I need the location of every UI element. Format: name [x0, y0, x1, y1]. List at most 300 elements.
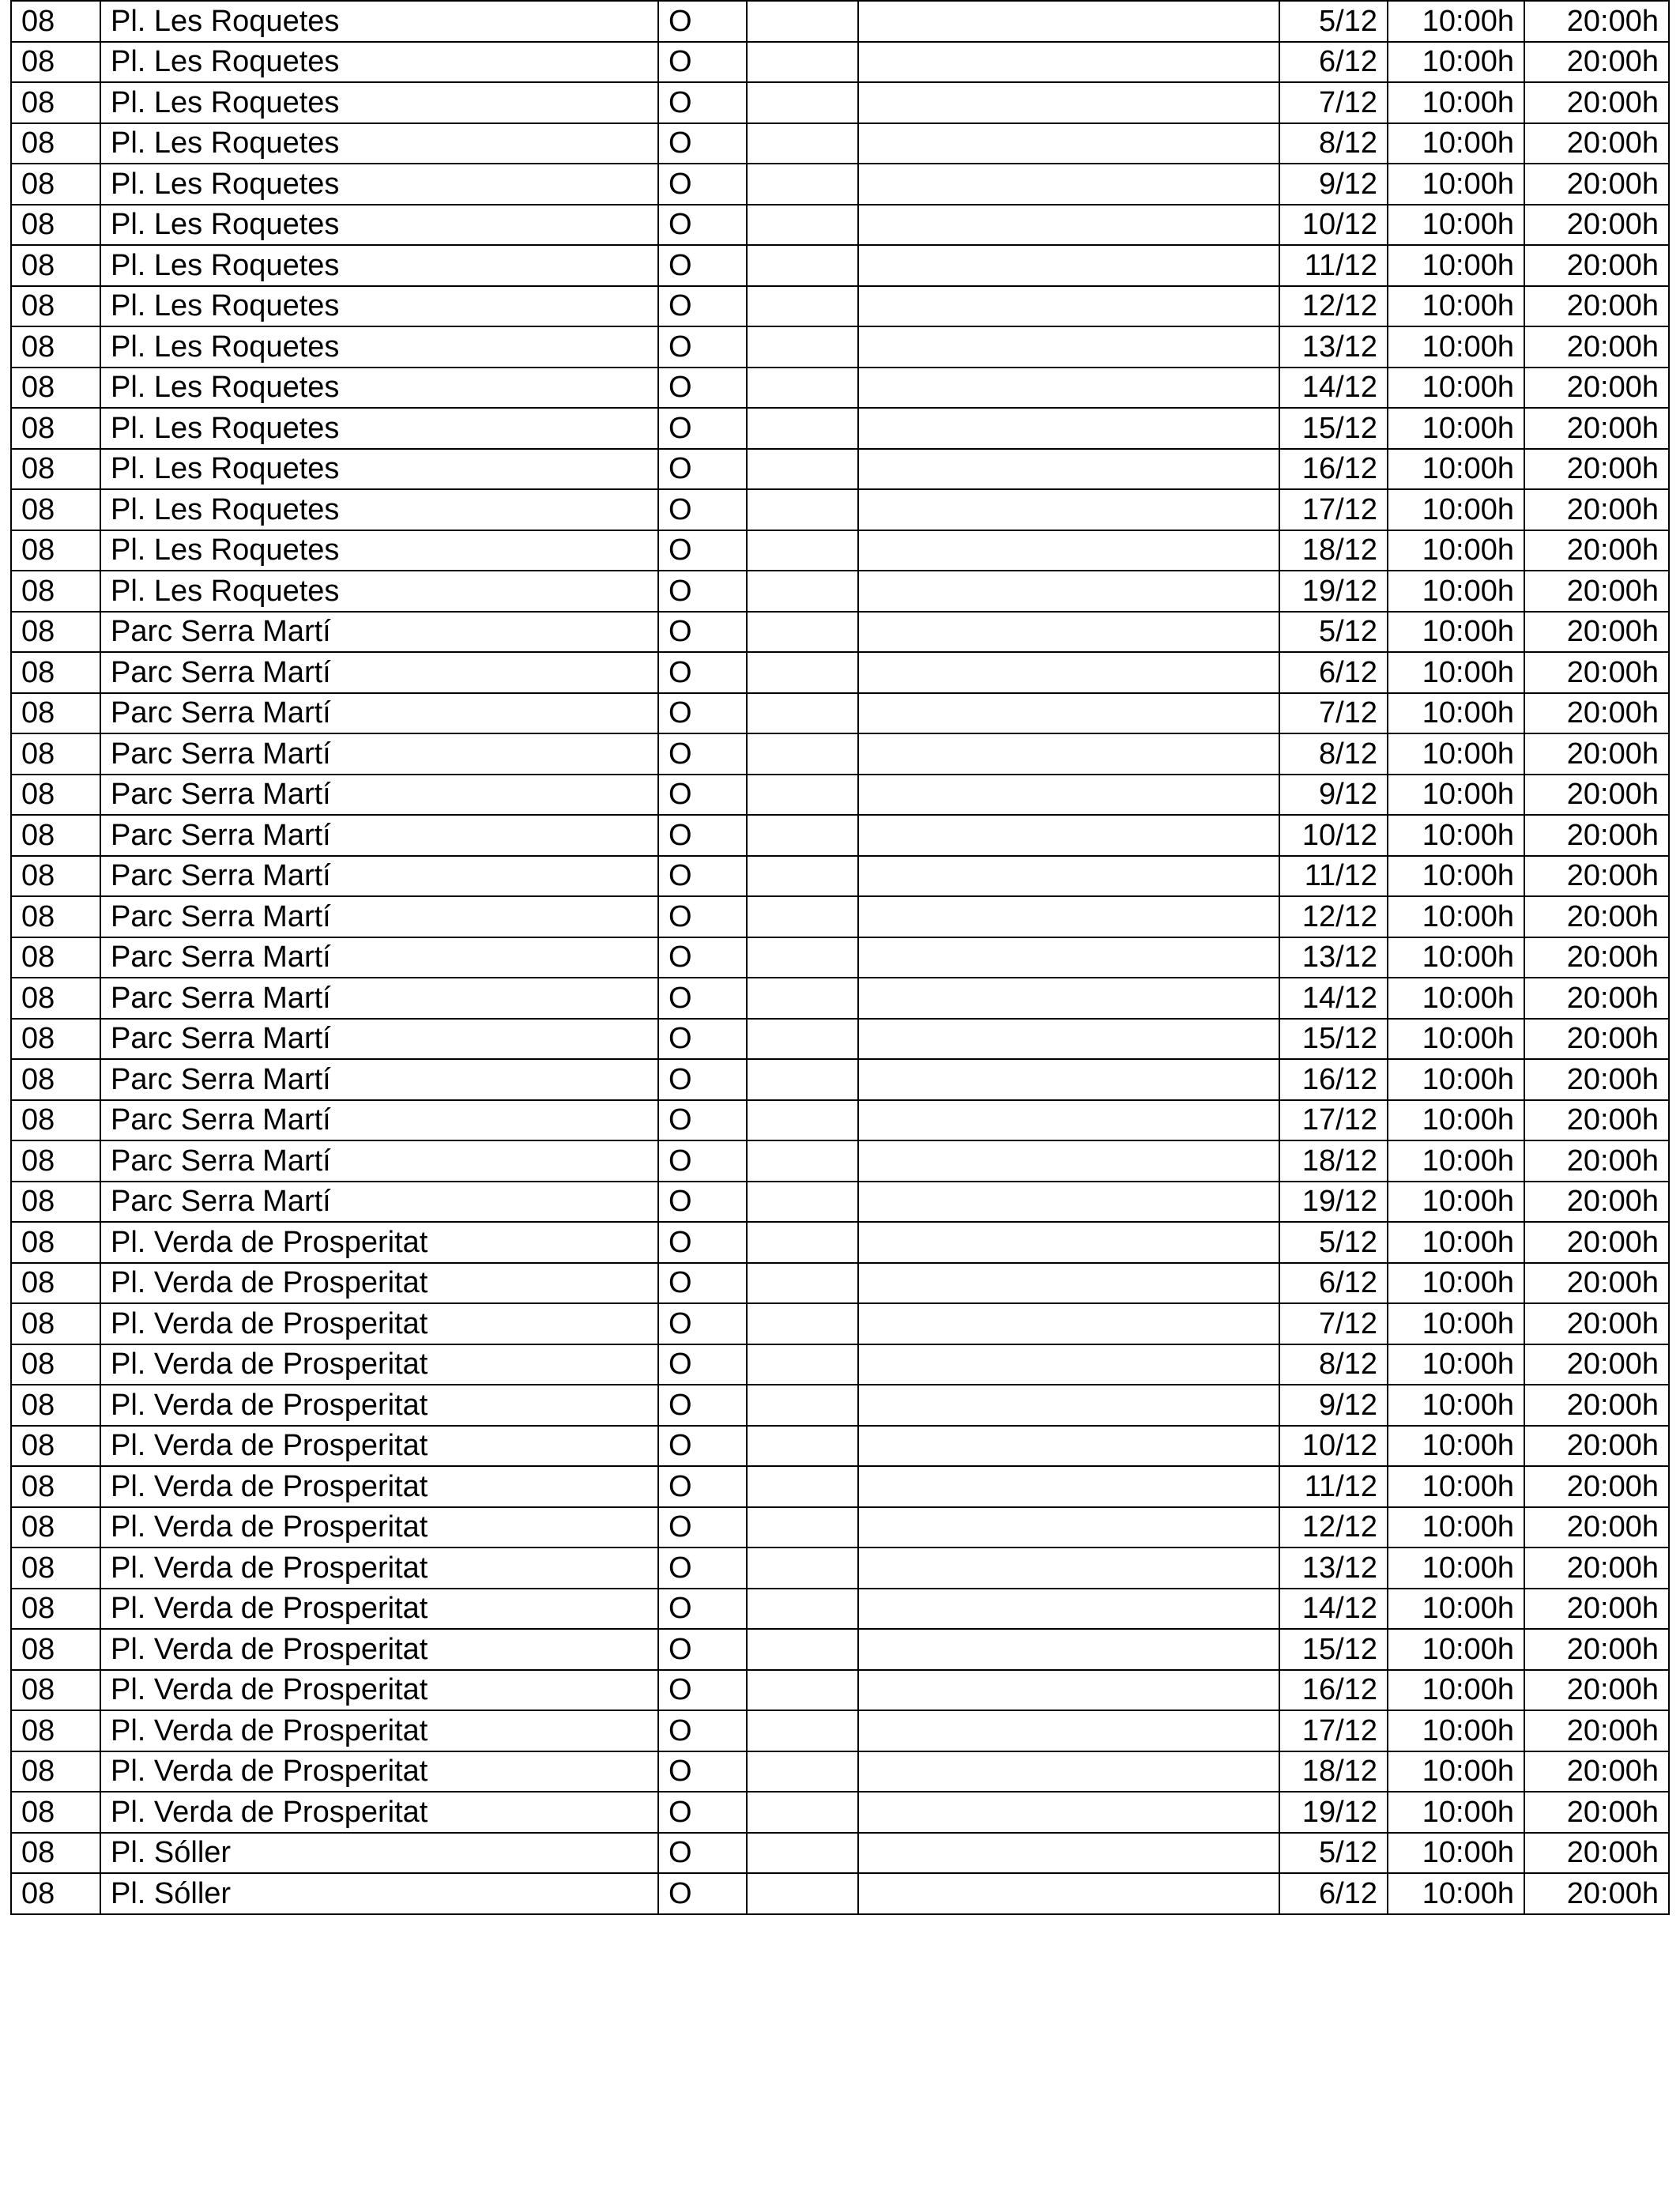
location-cell: Pl. Les Roquetes: [100, 205, 658, 246]
table-row: [11, 1182, 1669, 1223]
start-time-cell: 10:00h: [1388, 489, 1524, 530]
blank-cell-a: [747, 856, 858, 897]
type-cell: O: [658, 1344, 747, 1385]
location-cell: Pl. Les Roquetes: [100, 449, 658, 490]
district-code-cell: 08: [11, 82, 100, 123]
blank-cell-b: [858, 612, 1279, 653]
type-cell: O: [658, 1873, 747, 1914]
blank-cell-b: [858, 652, 1279, 693]
blank-cell-b: [858, 1182, 1279, 1223]
blank-cell-b: [858, 1507, 1279, 1548]
location-cell: Pl. Verda de Prosperitat: [100, 1507, 658, 1548]
district-code-cell: 08: [11, 530, 100, 571]
blank-cell-a: [747, 1629, 858, 1670]
table-row: [11, 1, 1669, 42]
blank-cell-a: [747, 693, 858, 734]
table-row: [11, 815, 1669, 856]
location-cell: Pl. Les Roquetes: [100, 408, 658, 449]
table-row: [11, 1140, 1669, 1182]
type-cell: O: [658, 1182, 747, 1223]
district-code-cell: 08: [11, 652, 100, 693]
end-time-cell: 20:00h: [1524, 245, 1669, 286]
blank-cell-b: [858, 82, 1279, 123]
blank-cell-a: [747, 571, 858, 612]
start-time-cell: 10:00h: [1388, 775, 1524, 816]
blank-cell-a: [747, 164, 858, 205]
location-cell: Pl. Les Roquetes: [100, 82, 658, 123]
type-cell: O: [658, 1547, 747, 1589]
location-cell: Parc Serra Martí: [100, 733, 658, 775]
date-cell: 12/12: [1279, 896, 1388, 937]
table-row: [11, 326, 1669, 368]
location-cell: Pl. Verda de Prosperitat: [100, 1263, 658, 1304]
date-cell: 16/12: [1279, 1059, 1388, 1100]
end-time-cell: 20:00h: [1524, 1263, 1669, 1304]
date-cell: 18/12: [1279, 530, 1388, 571]
start-time-cell: 10:00h: [1388, 326, 1524, 368]
location-cell: Pl. Les Roquetes: [100, 286, 658, 327]
blank-cell-b: [858, 1547, 1279, 1589]
district-code-cell: 08: [11, 978, 100, 1019]
date-cell: 18/12: [1279, 1140, 1388, 1182]
blank-cell-b: [858, 1792, 1279, 1833]
type-cell: O: [658, 1385, 747, 1426]
blank-cell-b: [858, 571, 1279, 612]
blank-cell-b: [858, 1873, 1279, 1914]
district-code-cell: 08: [11, 1629, 100, 1670]
start-time-cell: 10:00h: [1388, 1792, 1524, 1833]
start-time-cell: 10:00h: [1388, 733, 1524, 775]
date-cell: 12/12: [1279, 1507, 1388, 1548]
table-row: [11, 775, 1669, 816]
type-cell: O: [658, 1059, 747, 1100]
district-code-cell: 08: [11, 286, 100, 327]
location-cell: Parc Serra Martí: [100, 693, 658, 734]
blank-cell-a: [747, 1303, 858, 1344]
type-cell: O: [658, 1426, 747, 1467]
date-cell: 19/12: [1279, 571, 1388, 612]
start-time-cell: 10:00h: [1388, 1751, 1524, 1793]
start-time-cell: 10:00h: [1388, 1629, 1524, 1670]
district-code-cell: 08: [11, 1263, 100, 1304]
location-cell: Pl. Les Roquetes: [100, 571, 658, 612]
date-cell: 19/12: [1279, 1182, 1388, 1223]
end-time-cell: 20:00h: [1524, 1019, 1669, 1060]
blank-cell-b: [858, 815, 1279, 856]
type-cell: O: [658, 815, 747, 856]
type-cell: O: [658, 1019, 747, 1060]
date-cell: 19/12: [1279, 1792, 1388, 1833]
date-cell: 8/12: [1279, 123, 1388, 164]
location-cell: Parc Serra Martí: [100, 815, 658, 856]
blank-cell-a: [747, 1426, 858, 1467]
table-row: [11, 1426, 1669, 1467]
type-cell: O: [658, 1589, 747, 1630]
district-code-cell: 08: [11, 1100, 100, 1141]
type-cell: O: [658, 286, 747, 327]
table-row: [11, 652, 1669, 693]
start-time-cell: 10:00h: [1388, 1426, 1524, 1467]
location-cell: Pl. Verda de Prosperitat: [100, 1670, 658, 1711]
blank-cell-b: [858, 1589, 1279, 1630]
start-time-cell: 10:00h: [1388, 937, 1524, 978]
location-cell: Pl. Verda de Prosperitat: [100, 1466, 658, 1507]
blank-cell-a: [747, 1222, 858, 1263]
district-code-cell: 08: [11, 1059, 100, 1100]
blank-cell-b: [858, 1059, 1279, 1100]
table-row: [11, 693, 1669, 734]
blank-cell-b: [858, 368, 1279, 409]
blank-cell-a: [747, 1751, 858, 1793]
end-time-cell: 20:00h: [1524, 1589, 1669, 1630]
location-cell: Pl. Verda de Prosperitat: [100, 1344, 658, 1385]
end-time-cell: 20:00h: [1524, 1140, 1669, 1182]
district-code-cell: 08: [11, 815, 100, 856]
blank-cell-b: [858, 1426, 1279, 1467]
type-cell: O: [658, 245, 747, 286]
table-row: [11, 245, 1669, 286]
blank-cell-b: [858, 1263, 1279, 1304]
date-cell: 14/12: [1279, 368, 1388, 409]
table-row: [11, 1100, 1669, 1141]
start-time-cell: 10:00h: [1388, 1873, 1524, 1914]
location-cell: Parc Serra Martí: [100, 775, 658, 816]
district-code-cell: 08: [11, 1710, 100, 1751]
table-row: [11, 612, 1669, 653]
start-time-cell: 10:00h: [1388, 1385, 1524, 1426]
start-time-cell: 10:00h: [1388, 1344, 1524, 1385]
location-cell: Pl. Les Roquetes: [100, 530, 658, 571]
type-cell: O: [658, 571, 747, 612]
location-cell: Pl. Verda de Prosperitat: [100, 1303, 658, 1344]
date-cell: 14/12: [1279, 1589, 1388, 1630]
start-time-cell: 10:00h: [1388, 1182, 1524, 1223]
date-cell: 11/12: [1279, 1466, 1388, 1507]
type-cell: O: [658, 82, 747, 123]
start-time-cell: 10:00h: [1388, 42, 1524, 83]
blank-cell-b: [858, 937, 1279, 978]
district-code-cell: 08: [11, 245, 100, 286]
end-time-cell: 20:00h: [1524, 1303, 1669, 1344]
start-time-cell: 10:00h: [1388, 1059, 1524, 1100]
blank-cell-b: [858, 164, 1279, 205]
blank-cell-b: [858, 1833, 1279, 1874]
start-time-cell: 10:00h: [1388, 1, 1524, 42]
end-time-cell: 20:00h: [1524, 1222, 1669, 1263]
start-time-cell: 10:00h: [1388, 164, 1524, 205]
date-cell: 17/12: [1279, 1710, 1388, 1751]
district-code-cell: 08: [11, 896, 100, 937]
start-time-cell: 10:00h: [1388, 530, 1524, 571]
end-time-cell: 20:00h: [1524, 896, 1669, 937]
table-row: [11, 1507, 1669, 1548]
table-row: [11, 856, 1669, 897]
blank-cell-a: [747, 1710, 858, 1751]
start-time-cell: 10:00h: [1388, 1670, 1524, 1711]
district-code-cell: 08: [11, 1019, 100, 1060]
location-cell: Parc Serra Martí: [100, 896, 658, 937]
blank-cell-b: [858, 123, 1279, 164]
table-row: [11, 571, 1669, 612]
location-cell: Parc Serra Martí: [100, 1100, 658, 1141]
date-cell: 17/12: [1279, 1100, 1388, 1141]
blank-cell-a: [747, 1547, 858, 1589]
end-time-cell: 20:00h: [1524, 449, 1669, 490]
location-cell: Pl. Les Roquetes: [100, 1, 658, 42]
district-code-cell: 08: [11, 1466, 100, 1507]
type-cell: O: [658, 856, 747, 897]
end-time-cell: 20:00h: [1524, 1426, 1669, 1467]
date-cell: 6/12: [1279, 1263, 1388, 1304]
end-time-cell: 20:00h: [1524, 652, 1669, 693]
table-row: [11, 368, 1669, 409]
blank-cell-a: [747, 1507, 858, 1548]
district-code-cell: 08: [11, 733, 100, 775]
end-time-cell: 20:00h: [1524, 205, 1669, 246]
location-cell: Parc Serra Martí: [100, 856, 658, 897]
blank-cell-a: [747, 1059, 858, 1100]
table-row: [11, 205, 1669, 246]
location-cell: Pl. Verda de Prosperitat: [100, 1426, 658, 1467]
blank-cell-b: [858, 896, 1279, 937]
location-cell: Pl. Les Roquetes: [100, 42, 658, 83]
district-code-cell: 08: [11, 775, 100, 816]
date-cell: 7/12: [1279, 82, 1388, 123]
blank-cell-a: [747, 775, 858, 816]
start-time-cell: 10:00h: [1388, 856, 1524, 897]
table-row: [11, 489, 1669, 530]
district-code-cell: 08: [11, 1547, 100, 1589]
blank-cell-a: [747, 896, 858, 937]
end-time-cell: 20:00h: [1524, 1466, 1669, 1507]
start-time-cell: 10:00h: [1388, 408, 1524, 449]
district-code-cell: 08: [11, 1833, 100, 1874]
date-cell: 5/12: [1279, 1222, 1388, 1263]
blank-cell-a: [747, 530, 858, 571]
blank-cell-a: [747, 1833, 858, 1874]
blank-cell-a: [747, 82, 858, 123]
type-cell: O: [658, 978, 747, 1019]
blank-cell-b: [858, 286, 1279, 327]
start-time-cell: 10:00h: [1388, 1589, 1524, 1630]
location-cell: Pl. Verda de Prosperitat: [100, 1222, 658, 1263]
district-code-cell: 08: [11, 408, 100, 449]
blank-cell-b: [858, 856, 1279, 897]
date-cell: 11/12: [1279, 856, 1388, 897]
district-code-cell: 08: [11, 1507, 100, 1548]
location-cell: Pl. Les Roquetes: [100, 164, 658, 205]
end-time-cell: 20:00h: [1524, 1751, 1669, 1793]
district-code-cell: 08: [11, 1344, 100, 1385]
end-time-cell: 20:00h: [1524, 408, 1669, 449]
type-cell: O: [658, 693, 747, 734]
blank-cell-a: [747, 1385, 858, 1426]
blank-cell-a: [747, 1792, 858, 1833]
date-cell: 10/12: [1279, 1426, 1388, 1467]
district-code-cell: 08: [11, 42, 100, 83]
date-cell: 13/12: [1279, 1547, 1388, 1589]
district-code-cell: 08: [11, 205, 100, 246]
table-row: [11, 978, 1669, 1019]
blank-cell-a: [747, 1670, 858, 1711]
end-time-cell: 20:00h: [1524, 1059, 1669, 1100]
end-time-cell: 20:00h: [1524, 123, 1669, 164]
location-cell: Pl. Les Roquetes: [100, 123, 658, 164]
end-time-cell: 20:00h: [1524, 1, 1669, 42]
district-code-cell: 08: [11, 164, 100, 205]
location-cell: Pl. Les Roquetes: [100, 245, 658, 286]
end-time-cell: 20:00h: [1524, 326, 1669, 368]
blank-cell-b: [858, 1344, 1279, 1385]
start-time-cell: 10:00h: [1388, 205, 1524, 246]
location-cell: Parc Serra Martí: [100, 937, 658, 978]
type-cell: O: [658, 733, 747, 775]
type-cell: O: [658, 937, 747, 978]
end-time-cell: 20:00h: [1524, 1710, 1669, 1751]
location-cell: Pl. Verda de Prosperitat: [100, 1710, 658, 1751]
end-time-cell: 20:00h: [1524, 937, 1669, 978]
table-row: [11, 1303, 1669, 1344]
date-cell: 16/12: [1279, 1670, 1388, 1711]
table-row: [11, 449, 1669, 490]
date-cell: 15/12: [1279, 408, 1388, 449]
blank-cell-a: [747, 652, 858, 693]
blank-cell-a: [747, 408, 858, 449]
table-row: [11, 1059, 1669, 1100]
date-cell: 6/12: [1279, 652, 1388, 693]
table-row: [11, 937, 1669, 978]
start-time-cell: 10:00h: [1388, 82, 1524, 123]
district-code-cell: 08: [11, 326, 100, 368]
blank-cell-b: [858, 1629, 1279, 1670]
district-code-cell: 08: [11, 1670, 100, 1711]
blank-cell-a: [747, 815, 858, 856]
date-cell: 10/12: [1279, 205, 1388, 246]
type-cell: O: [658, 326, 747, 368]
blank-cell-b: [858, 245, 1279, 286]
blank-cell-a: [747, 245, 858, 286]
date-cell: 8/12: [1279, 1344, 1388, 1385]
schedule-table: [10, 0, 1670, 1915]
blank-cell-a: [747, 489, 858, 530]
district-code-cell: 08: [11, 1589, 100, 1630]
blank-cell-b: [858, 530, 1279, 571]
blank-cell-a: [747, 937, 858, 978]
location-cell: Pl. Les Roquetes: [100, 368, 658, 409]
blank-cell-b: [858, 1019, 1279, 1060]
end-time-cell: 20:00h: [1524, 1182, 1669, 1223]
type-cell: O: [658, 1629, 747, 1670]
date-cell: 8/12: [1279, 733, 1388, 775]
end-time-cell: 20:00h: [1524, 571, 1669, 612]
table-row: [11, 164, 1669, 205]
location-cell: Pl. Sóller: [100, 1873, 658, 1914]
end-time-cell: 20:00h: [1524, 693, 1669, 734]
district-code-cell: 08: [11, 368, 100, 409]
date-cell: 18/12: [1279, 1751, 1388, 1793]
end-time-cell: 20:00h: [1524, 1629, 1669, 1670]
district-code-cell: 08: [11, 1751, 100, 1793]
type-cell: O: [658, 1507, 747, 1548]
location-cell: Parc Serra Martí: [100, 652, 658, 693]
table-row: [11, 286, 1669, 327]
type-cell: O: [658, 530, 747, 571]
location-cell: Pl. Les Roquetes: [100, 489, 658, 530]
end-time-cell: 20:00h: [1524, 530, 1669, 571]
district-code-cell: 08: [11, 1792, 100, 1833]
type-cell: O: [658, 205, 747, 246]
type-cell: O: [658, 652, 747, 693]
location-cell: Pl. Verda de Prosperitat: [100, 1629, 658, 1670]
date-cell: 13/12: [1279, 937, 1388, 978]
blank-cell-a: [747, 1344, 858, 1385]
end-time-cell: 20:00h: [1524, 489, 1669, 530]
table-row: [11, 1751, 1669, 1793]
district-code-cell: 08: [11, 449, 100, 490]
date-cell: 12/12: [1279, 286, 1388, 327]
location-cell: Parc Serra Martí: [100, 612, 658, 653]
district-code-cell: 08: [11, 1, 100, 42]
end-time-cell: 20:00h: [1524, 1833, 1669, 1874]
blank-cell-b: [858, 1303, 1279, 1344]
district-code-cell: 08: [11, 1873, 100, 1914]
blank-cell-b: [858, 1385, 1279, 1426]
type-cell: O: [658, 1, 747, 42]
location-cell: Parc Serra Martí: [100, 1059, 658, 1100]
blank-cell-a: [747, 1182, 858, 1223]
blank-cell-a: [747, 612, 858, 653]
type-cell: O: [658, 1263, 747, 1304]
table-row: [11, 896, 1669, 937]
date-cell: 15/12: [1279, 1629, 1388, 1670]
table-row: [11, 1385, 1669, 1426]
end-time-cell: 20:00h: [1524, 775, 1669, 816]
type-cell: O: [658, 1100, 747, 1141]
end-time-cell: 20:00h: [1524, 1792, 1669, 1833]
district-code-cell: 08: [11, 693, 100, 734]
blank-cell-a: [747, 733, 858, 775]
date-cell: 7/12: [1279, 1303, 1388, 1344]
end-time-cell: 20:00h: [1524, 856, 1669, 897]
table-row: [11, 1547, 1669, 1589]
blank-cell-b: [858, 693, 1279, 734]
blank-cell-a: [747, 1140, 858, 1182]
date-cell: 5/12: [1279, 1833, 1388, 1874]
date-cell: 14/12: [1279, 978, 1388, 1019]
start-time-cell: 10:00h: [1388, 1507, 1524, 1548]
type-cell: O: [658, 1710, 747, 1751]
blank-cell-a: [747, 1019, 858, 1060]
blank-cell-b: [858, 1751, 1279, 1793]
type-cell: O: [658, 1833, 747, 1874]
date-cell: 6/12: [1279, 1873, 1388, 1914]
blank-cell-a: [747, 1263, 858, 1304]
table-row: [11, 1710, 1669, 1751]
end-time-cell: 20:00h: [1524, 1873, 1669, 1914]
end-time-cell: 20:00h: [1524, 368, 1669, 409]
date-cell: 6/12: [1279, 42, 1388, 83]
type-cell: O: [658, 1670, 747, 1711]
type-cell: O: [658, 164, 747, 205]
blank-cell-a: [747, 286, 858, 327]
start-time-cell: 10:00h: [1388, 368, 1524, 409]
start-time-cell: 10:00h: [1388, 1140, 1524, 1182]
blank-cell-b: [858, 775, 1279, 816]
end-time-cell: 20:00h: [1524, 286, 1669, 327]
type-cell: O: [658, 368, 747, 409]
start-time-cell: 10:00h: [1388, 1303, 1524, 1344]
district-code-cell: 08: [11, 571, 100, 612]
